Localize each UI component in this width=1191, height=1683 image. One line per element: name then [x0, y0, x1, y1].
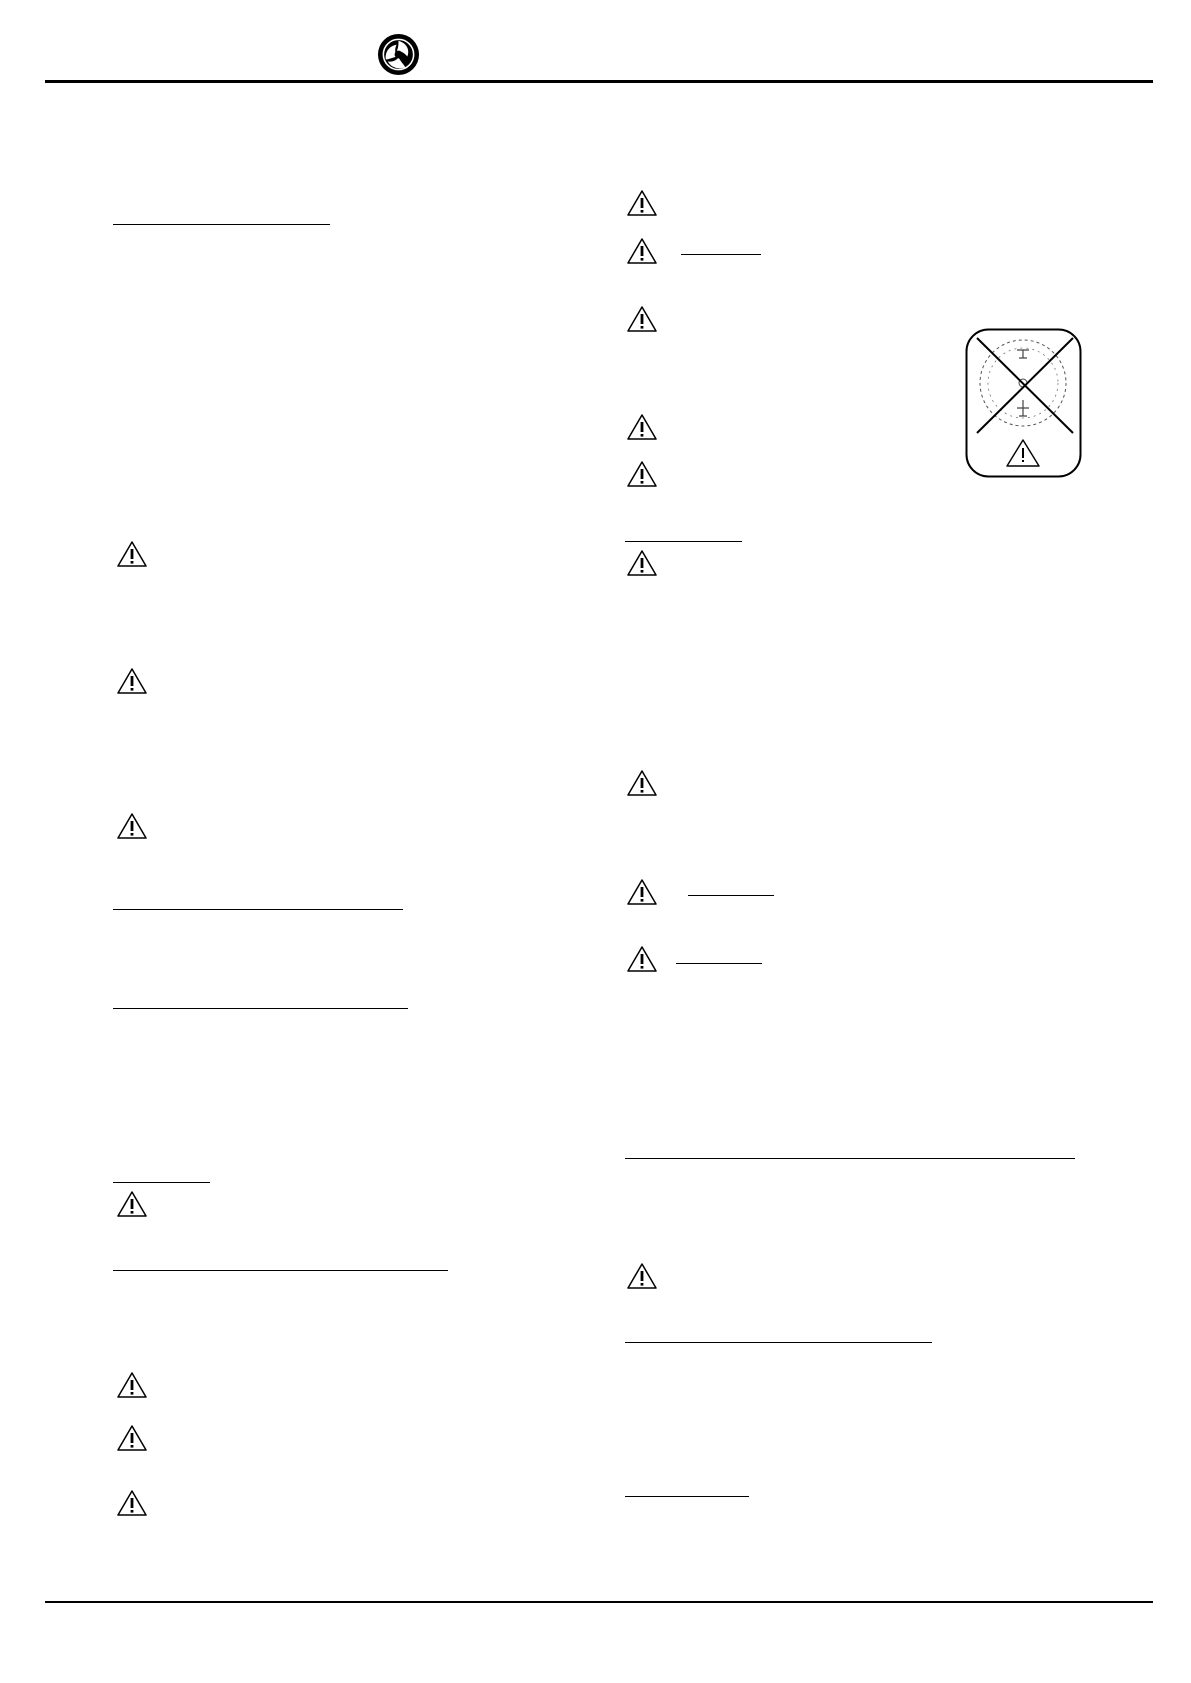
saw-blade-prohibition-icon — [965, 328, 1082, 478]
warning-icon — [626, 305, 658, 333]
brand-logo-icon — [377, 33, 420, 76]
heading-r2 — [625, 1158, 1075, 1159]
warning-icon — [116, 1371, 148, 1399]
warning-icon — [116, 540, 148, 568]
heading-1 — [113, 224, 330, 225]
heading-r3 — [625, 1342, 932, 1343]
warning-icon — [116, 1424, 148, 1452]
heading-r1 — [625, 541, 742, 542]
inline-underline — [676, 963, 762, 964]
header-rule — [45, 80, 1153, 83]
warning-icon — [116, 667, 148, 695]
warning-icon — [626, 189, 658, 217]
heading-r4 — [625, 1496, 749, 1497]
warning-icon — [626, 549, 658, 577]
footer-rule — [45, 1601, 1153, 1603]
warning-icon — [626, 769, 658, 797]
warning-icon — [626, 413, 658, 441]
warning-icon — [116, 812, 148, 840]
warning-icon — [116, 1190, 148, 1218]
heading-5 — [113, 1270, 448, 1271]
inline-underline — [681, 254, 761, 255]
warning-icon — [116, 1489, 148, 1517]
heading-3 — [113, 1008, 408, 1009]
heading-4 — [113, 1182, 210, 1183]
inline-underline — [688, 895, 774, 896]
warning-icon — [626, 237, 658, 265]
warning-icon — [626, 460, 658, 488]
heading-2 — [113, 909, 403, 910]
warning-icon — [626, 1262, 658, 1290]
warning-icon — [626, 945, 658, 973]
warning-icon — [626, 878, 658, 906]
